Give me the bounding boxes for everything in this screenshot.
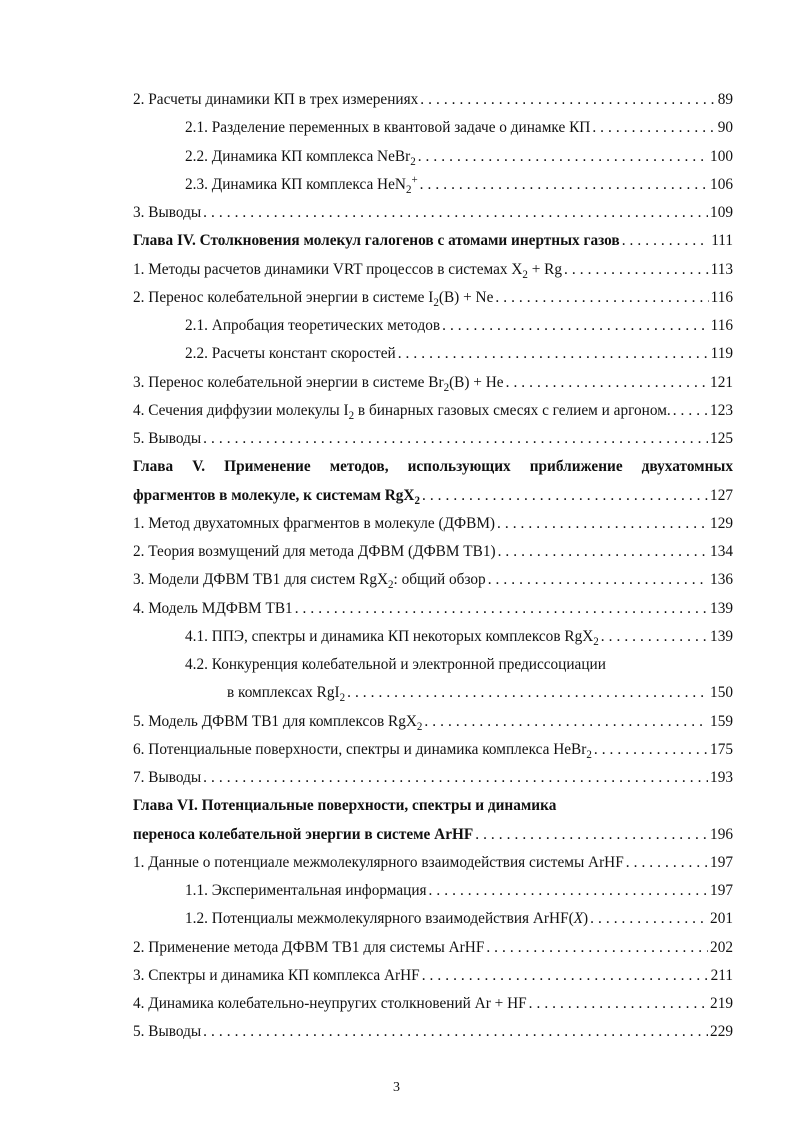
toc-entry-page: 113 bbox=[710, 260, 733, 278]
toc-entry-page: 211 bbox=[710, 966, 733, 984]
toc-entry-page: 129 bbox=[710, 514, 733, 532]
toc-entry-page: 127 bbox=[710, 486, 733, 504]
toc-entry-page: 109 bbox=[710, 204, 733, 221]
toc-entry bbox=[133, 684, 733, 712]
toc-entry bbox=[133, 854, 733, 882]
toc-entry-label: 4.2. Конкуренция колебательной и электронной предиссоциации bbox=[185, 656, 606, 673]
toc-entry bbox=[133, 374, 733, 402]
toc-entry bbox=[133, 173, 733, 204]
toc-entry-page: 111 bbox=[711, 232, 733, 250]
toc-entry-page: 175 bbox=[710, 740, 733, 758]
toc-entry-label: 2. Перенос колебательной энергии в системе $I_2(B) + Ne$ bbox=[133, 288, 494, 309]
toc-entry-label: 7. Выводы bbox=[133, 769, 202, 786]
toc-entry bbox=[133, 741, 733, 769]
toc-entry bbox=[133, 769, 733, 797]
toc-chapter bbox=[133, 232, 733, 260]
toc-entry-label: 1. Данные о потенциале межмолекулярного взаимодействия системы ArHF bbox=[133, 853, 624, 871]
toc-entry bbox=[133, 91, 733, 119]
toc-entry-page: 197 bbox=[710, 853, 733, 871]
toc-entry-page: 116 bbox=[710, 317, 733, 334]
toc-entry-label: 1. Метод двухатомных фрагментов в молекуле (ДФВМ) bbox=[133, 514, 496, 532]
toc-entry bbox=[133, 1023, 733, 1051]
toc-entry bbox=[133, 430, 733, 458]
toc-entry bbox=[133, 600, 733, 628]
toc-entry bbox=[133, 402, 733, 430]
toc-entry bbox=[133, 543, 733, 571]
toc-entry bbox=[133, 148, 733, 176]
toc-entry-label: 2.2. Динамика КП комплекса NeBr$_2$ bbox=[185, 147, 416, 168]
toc-entry-page: 150 bbox=[710, 684, 733, 702]
toc-chapter bbox=[133, 487, 733, 515]
toc-entry bbox=[133, 119, 733, 147]
toc-entry-label: 2. Расчеты динамики КП в трех измерениях bbox=[133, 91, 419, 108]
toc-entry-label: 3. Перенос колебательной энергии в системе $Br_2(B) + He$ bbox=[133, 373, 504, 394]
toc-entry-page: 219 bbox=[710, 995, 733, 1012]
toc-entry-page: 125 bbox=[710, 430, 733, 447]
toc-entry-label: 2.2. Расчеты констант скоростей bbox=[185, 345, 396, 363]
toc-entry-page: 202 bbox=[710, 938, 733, 956]
toc-entry-page: 100 bbox=[710, 147, 733, 165]
toc-entry-label: 1.1. Экспериментальная информация bbox=[185, 882, 427, 899]
toc-entry bbox=[133, 204, 733, 232]
toc-entry bbox=[133, 317, 733, 345]
toc-chapter bbox=[133, 826, 733, 854]
toc-entry bbox=[133, 515, 733, 543]
toc-entry-label: Глава VI. Потенциальные поверхности, спектры и динамика bbox=[133, 797, 557, 815]
toc-entry-page: 159 bbox=[710, 712, 733, 730]
toc-entry-page: 121 bbox=[710, 373, 733, 391]
toc-entry bbox=[133, 628, 733, 656]
toc-entry bbox=[133, 261, 733, 289]
toc-entry-page: 139 bbox=[710, 599, 733, 617]
toc-entry bbox=[133, 995, 733, 1023]
toc-entry-page: 90 bbox=[717, 119, 733, 137]
toc-entry-page: 106 bbox=[710, 175, 733, 193]
toc-entry-page: 119 bbox=[710, 345, 733, 363]
toc-entry bbox=[133, 713, 733, 741]
toc-entry-page: 136 bbox=[710, 571, 733, 589]
toc-entry-label: 3. Модели ДФВМ ТВ1 для систем RgX$_2$: общий обзор bbox=[133, 571, 486, 592]
toc-entry-label: 2. Теория возмущений для метода ДФВМ (ДФВМ ТВ1) bbox=[133, 543, 496, 560]
toc-entry-page: 193 bbox=[710, 769, 733, 786]
toc-entry bbox=[133, 345, 733, 373]
toc-entry-label: 2.3. Динамика КП комплекса HeN$_2$+ bbox=[185, 173, 418, 196]
toc-entry bbox=[133, 289, 733, 317]
toc-entry-label: 4.1. ППЭ, спектры и динамика КП некоторых комплексов RgX$_2$ bbox=[185, 627, 599, 648]
toc-entry bbox=[133, 967, 733, 995]
toc-entry-page: 116 bbox=[710, 288, 733, 306]
toc-entry-label: 3. Спектры и динамика КП комплекса ArHF bbox=[133, 966, 420, 984]
toc-entry-page: 229 bbox=[710, 1023, 733, 1041]
toc-entry-label: фрагментов в молекуле, к системам RgX$_2$ bbox=[133, 486, 420, 507]
toc-entry-label: 2.1. Разделение переменных в квантовой задаче о динамке КП bbox=[185, 119, 591, 137]
toc-entry-label: 4. Динамика колебательно-неупругих столкновений Ar + HF bbox=[133, 995, 527, 1012]
table-of-contents bbox=[133, 91, 733, 1052]
toc-entry-label: 3. Выводы bbox=[133, 204, 202, 221]
toc-entry-label: 2. Применение метода ДФВМ ТВ1 для системы ArHF bbox=[133, 938, 485, 956]
toc-entry bbox=[133, 656, 733, 684]
toc-entry-label: 5. Модель ДФВМ ТВ1 для комплексов RgX$_2$ bbox=[133, 712, 423, 733]
toc-entry-label: 5. Выводы bbox=[133, 1023, 202, 1041]
toc-entry-page: 197 bbox=[710, 882, 733, 899]
toc-entry bbox=[133, 882, 733, 910]
toc-entry-page: 89 bbox=[717, 91, 733, 108]
toc-entry-label: 1.2. Потенциалы межмолекулярного взаимодействия ArHF(X) bbox=[185, 910, 589, 928]
toc-entry bbox=[133, 939, 733, 967]
toc-entry-label: 5. Выводы bbox=[133, 430, 202, 447]
toc-chapter bbox=[133, 458, 733, 486]
toc-entry-label: Глава IV. Столкновения молекул галогенов с атомами инертных газов bbox=[133, 232, 620, 250]
toc-entry-label: Глава V. Применение методов, использующих приближение двухатомных bbox=[133, 458, 733, 476]
toc-entry-page: 134 bbox=[710, 543, 733, 560]
toc-entry-page: 201 bbox=[710, 910, 733, 928]
toc-entry-label: 6. Потенциальные поверхности, спектры и динамика комплекса HeBr$_2$ bbox=[133, 740, 592, 761]
toc-entry-label: 4. Сечения диффузии молекулы $I_2$ в бинарных газовых смесях с гелием и аргоном. bbox=[133, 401, 671, 422]
toc-entry bbox=[133, 571, 733, 599]
toc-entry-label: 2.1. Апробация теоретических методов bbox=[185, 317, 441, 334]
toc-chapter bbox=[133, 797, 733, 825]
toc-entry-page: 196 bbox=[710, 825, 733, 843]
page-number: 3 bbox=[393, 1080, 400, 1095]
toc-entry-label: 4. Модель МДФВМ ТВ1 bbox=[133, 599, 293, 617]
toc-entry-page: 139 bbox=[710, 627, 733, 645]
toc-entry-label: 1. Методы расчетов динамики VRT процессов в системах $X_2 + Rg$ bbox=[133, 260, 563, 281]
toc-entry-label: переноса колебательной энергии в системе ArHF bbox=[133, 825, 474, 843]
toc-entry-page: 123 bbox=[710, 401, 733, 419]
toc-entry bbox=[133, 910, 733, 938]
toc-entry-label: в комплексах RgI$_2$ bbox=[227, 684, 346, 705]
